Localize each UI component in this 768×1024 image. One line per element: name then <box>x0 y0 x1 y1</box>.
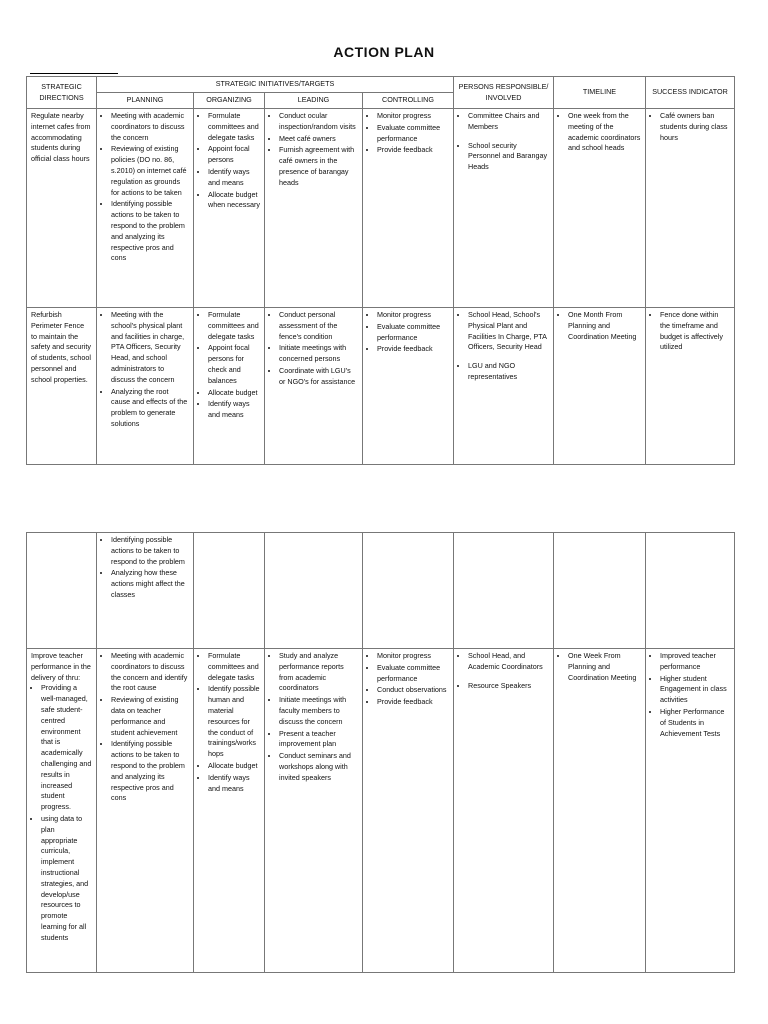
persons-cell <box>454 308 554 465</box>
list-item: • Initiate meetings with faculty members to discuss the concern <box>279 695 358 727</box>
controlling-cell <box>363 649 454 973</box>
list-item: • using data to plan appropriate curricula, implement instructional strategies, and develop/use resources to promote learning for all students <box>41 814 92 944</box>
list-item: • Analyzing the root cause and effects of the problem to generate solutions <box>111 387 189 430</box>
controlling-cell <box>363 533 454 649</box>
list-item: • Provide feedback <box>377 697 449 708</box>
list-item: • Identify ways and means <box>208 167 260 189</box>
list-item: • Study and analyze performance reports from academic coordinators <box>279 651 358 694</box>
list-item: • Café owners ban students during class hours <box>660 111 730 143</box>
divider <box>30 73 118 74</box>
action-plan-table <box>26 76 735 465</box>
list-item: • Higher Performance of Students in Achievement Tests <box>660 707 730 739</box>
header-controlling: CONTROLLING <box>363 93 454 109</box>
page-title: ACTION PLAN <box>333 44 435 60</box>
list-item: • Fence done within the timeframe and budget is affectively utilized <box>660 310 730 353</box>
list-item: • Present a teacher improvement plan <box>279 729 358 751</box>
planning-cell <box>97 649 194 973</box>
header-initiatives: STRATEGIC INITIATIVES/TARGETS <box>97 77 454 93</box>
header-planning: PLANNING <box>97 93 194 109</box>
organizing-cell <box>194 308 265 465</box>
list-item: • Identify possible human and material resources for the conduct of trainings/works hops <box>208 684 260 760</box>
list-item: • Committee Chairs and Members <box>468 111 549 133</box>
persons-cell <box>454 533 554 649</box>
table-row <box>27 109 735 308</box>
list-item: • Provide feedback <box>377 344 449 355</box>
persons-cell <box>454 109 554 308</box>
direction-text: Improve teacher performance in the delivery of thru: <box>31 651 91 682</box>
list-item: • Meeting with academic coordinators to discuss the concern and identify the root cause <box>111 651 189 694</box>
list-item: • Allocate budget <box>208 761 260 772</box>
list-item: • School Head, School's Physical Plant and Facilities In Charge, PTA Officers, Security Head <box>468 310 549 353</box>
success-cell <box>646 109 735 308</box>
list-item: • School Head, and Academic Coordinators <box>468 651 549 673</box>
list-item: • Conduct observations <box>377 685 449 696</box>
header-leading: LEADING <box>265 93 363 109</box>
table-row <box>27 649 735 973</box>
persons-cell <box>454 649 554 973</box>
list-item: • One Month From Planning and Coordination Meeting <box>568 310 641 342</box>
direction-cell: Refurbish Perimeter Fence to maintain the safety and security of students, school personnel and school properties. <box>27 308 97 465</box>
header-success: SUCCESS INDICATOR <box>646 77 735 109</box>
list-item: • Allocate budget when necessary <box>208 190 260 212</box>
list-item: • School security Personnel and Barangay Heads <box>468 141 549 173</box>
header-timeline: TIMELINE <box>554 77 646 109</box>
action-plan-table-continued <box>26 532 735 973</box>
list-item: • Identifying possible actions to be taken to respond to the problem <box>111 535 189 567</box>
list-item: • LGU and NGO representatives <box>468 361 549 383</box>
list-item: • Allocate budget <box>208 388 260 399</box>
list-item: • Monitor progress <box>377 111 449 122</box>
leading-cell <box>265 533 363 649</box>
list-item: • Reviewing of existing data on teacher performance and student achievement <box>111 695 189 738</box>
controlling-cell <box>363 109 454 308</box>
list-item: • Conduct personal assessment of the fence's condition <box>279 310 358 342</box>
list-item: • Conduct ocular inspection/random visits <box>279 111 358 133</box>
list-item: • Analyzing how these actions might affect the classes <box>111 568 189 600</box>
planning-cell <box>97 308 194 465</box>
list-item: • Identifying possible actions to be taken to respond to the problem and analyzing its respective pros and cons <box>111 739 189 804</box>
list-item: • One Week From Planning and Coordination Meeting <box>568 651 641 683</box>
success-cell <box>646 308 735 465</box>
list-item: • Identifying possible actions to be taken to respond to the problem and analyzing its respective pros and cons <box>111 199 189 264</box>
list-item: • Reviewing of existing policies (DO no. 86, s.2010) on internet café regulation as grounds for actions to be taken <box>111 144 189 198</box>
list-item: • Meet café owners <box>279 134 358 145</box>
timeline-cell <box>554 533 646 649</box>
organizing-cell <box>194 649 265 973</box>
list-item: • Formulate committees and delegate tasks <box>208 651 260 683</box>
list-item: • Formulate committees and delegate tasks <box>208 310 260 342</box>
organizing-cell <box>194 533 265 649</box>
leading-cell <box>265 649 363 973</box>
planning-cell <box>97 109 194 308</box>
list-item: • Evaluate committee performance <box>377 663 449 685</box>
table-row <box>27 308 735 465</box>
header-persons: PERSONS RESPONSIBLE/ INVOLVED <box>454 77 554 109</box>
list-item: • Evaluate committee performance <box>377 322 449 344</box>
list-item: • Identify ways and means <box>208 399 260 421</box>
controlling-cell <box>363 308 454 465</box>
planning-cell <box>97 533 194 649</box>
list-item: • Furnish agreement with café owners in the presence of barangay heads <box>279 145 358 188</box>
success-cell <box>646 533 735 649</box>
success-cell <box>646 649 735 973</box>
direction-cell <box>27 533 97 649</box>
list-item: • Provide feedback <box>377 145 449 156</box>
list-item: • Identify ways and means <box>208 773 260 795</box>
header-strategic-directions: STRATEGIC DIRECTIONS <box>27 77 97 109</box>
list-item: • Monitor progress <box>377 310 449 321</box>
list-item: • Meeting with the school's physical plant and facilities in charge, PTA Officers, Security Head, and school administrators to discuss the concern <box>111 310 189 386</box>
list-item: • Formulate committees and delegate tasks <box>208 111 260 143</box>
list-item: • Monitor progress <box>377 651 449 662</box>
list-item: • Initiate meetings with concerned persons <box>279 343 358 365</box>
list-item: • Evaluate committee performance <box>377 123 449 145</box>
leading-cell <box>265 308 363 465</box>
list-item: • Appoint focal persons for check and balances <box>208 343 260 386</box>
list-item: • Conduct seminars and workshops along with invited speakers <box>279 751 358 783</box>
direction-cell: Regulate nearby internet cafes from accommodating students during official class hours <box>27 109 97 308</box>
list-item: • Coordinate with LGU's or NGO's for assistance <box>279 366 358 388</box>
direction-cell <box>27 649 97 973</box>
leading-cell <box>265 109 363 308</box>
list-item: • Meeting with academic coordinators to discuss the concern <box>111 111 189 143</box>
list-item: • Appoint focal persons <box>208 144 260 166</box>
list-item: • One week from the meeting of the academic coordinators and school heads <box>568 111 641 154</box>
organizing-cell <box>194 109 265 308</box>
header-organizing: ORGANIZING <box>194 93 265 109</box>
list-item: • Improved teacher performance <box>660 651 730 673</box>
list-item: • Resource Speakers <box>468 681 549 692</box>
timeline-cell <box>554 649 646 973</box>
table-row <box>27 533 735 649</box>
timeline-cell <box>554 109 646 308</box>
list-item: • Providing a well-managed, safe student-centred environment that is academically challenging and results in increased student progress. <box>41 683 92 813</box>
list-item: • Higher student Engagement in class activities <box>660 674 730 706</box>
timeline-cell <box>554 308 646 465</box>
